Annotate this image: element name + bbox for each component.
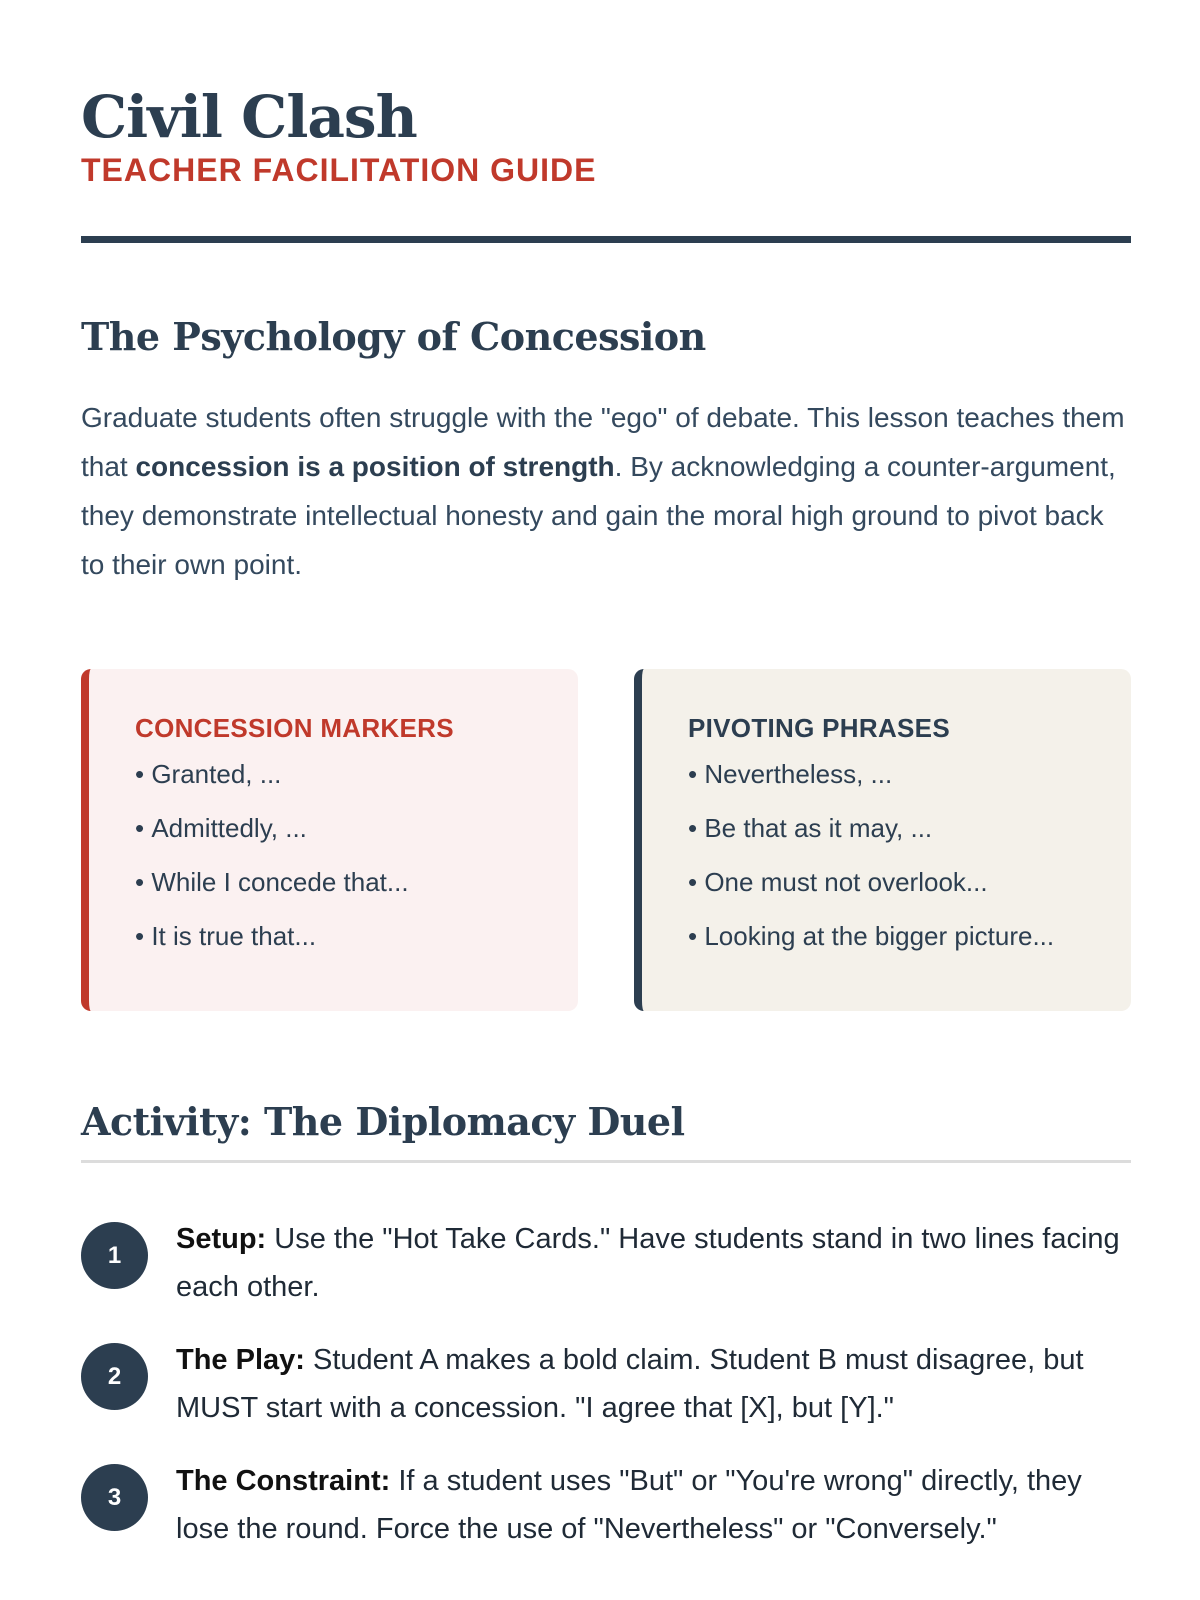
list-item: • It is true that...: [135, 918, 578, 954]
list-item: • Be that as it may, ...: [688, 810, 1131, 846]
psychology-text-emphasis: concession is a position of strength: [135, 451, 615, 482]
list-item: • While I concede that...: [135, 864, 578, 900]
activity-step: [81, 1215, 1131, 1311]
list-item: • Granted, ...: [135, 756, 578, 792]
step-label: Setup:: [176, 1223, 267, 1255]
step-number-badge: 3: [81, 1464, 148, 1531]
page-title: Civil Clash: [81, 83, 417, 151]
header-divider: [81, 236, 1131, 243]
activity-step: [81, 1457, 1131, 1553]
list-item: • Looking at the bigger picture...: [688, 918, 1131, 954]
psychology-text-start: Graduate students often struggle with the "ego" of debate. This lesson teaches them that: [81, 402, 1125, 482]
activity-steps: [81, 1215, 1131, 1578]
psychology-paragraph: [81, 393, 1131, 589]
list-item: • Admittedly, ...: [135, 810, 578, 846]
psychology-text-end: . By acknowledging a counter-argument, they demonstrate intellectual honesty and gain the moral high ground to pivot back to their own point.: [81, 451, 1116, 580]
activity-step: [81, 1336, 1131, 1432]
psychology-heading: The Psychology of Concession: [81, 314, 706, 359]
activity-heading: Activity: The Diplomacy Duel: [81, 1099, 685, 1144]
pivoting-phrases-list: [688, 756, 1131, 954]
concession-markers-list: [135, 756, 578, 954]
step-label: The Constraint:: [176, 1465, 391, 1497]
step-number-badge: 1: [81, 1222, 148, 1289]
step-number-badge: 2: [81, 1343, 148, 1410]
step-text: If a student uses "But" or "You're wrong" directly, they lose the round. Force the use of "Nevertheless" or "Conversely.": [176, 1465, 1082, 1545]
step-label: The Play:: [176, 1344, 305, 1376]
page-subtitle: TEACHER FACILITATION GUIDE: [81, 152, 597, 188]
concession-markers-card: [81, 669, 578, 1011]
step-text: Student A makes a bold claim. Student B must disagree, but MUST start with a concession. "I agree that [X], but [Y].": [176, 1344, 1084, 1424]
list-item: • Nevertheless, ...: [688, 756, 1131, 792]
activity-divider: [81, 1160, 1131, 1163]
list-item: • One must not overlook...: [688, 864, 1131, 900]
step-text: Use the "Hot Take Cards." Have students stand in two lines facing each other.: [176, 1223, 1120, 1303]
concession-markers-title: CONCESSION MARKERS: [135, 713, 454, 743]
pivoting-phrases-card: [634, 669, 1131, 1011]
pivoting-phrases-title: PIVOTING PHRASES: [688, 713, 950, 743]
